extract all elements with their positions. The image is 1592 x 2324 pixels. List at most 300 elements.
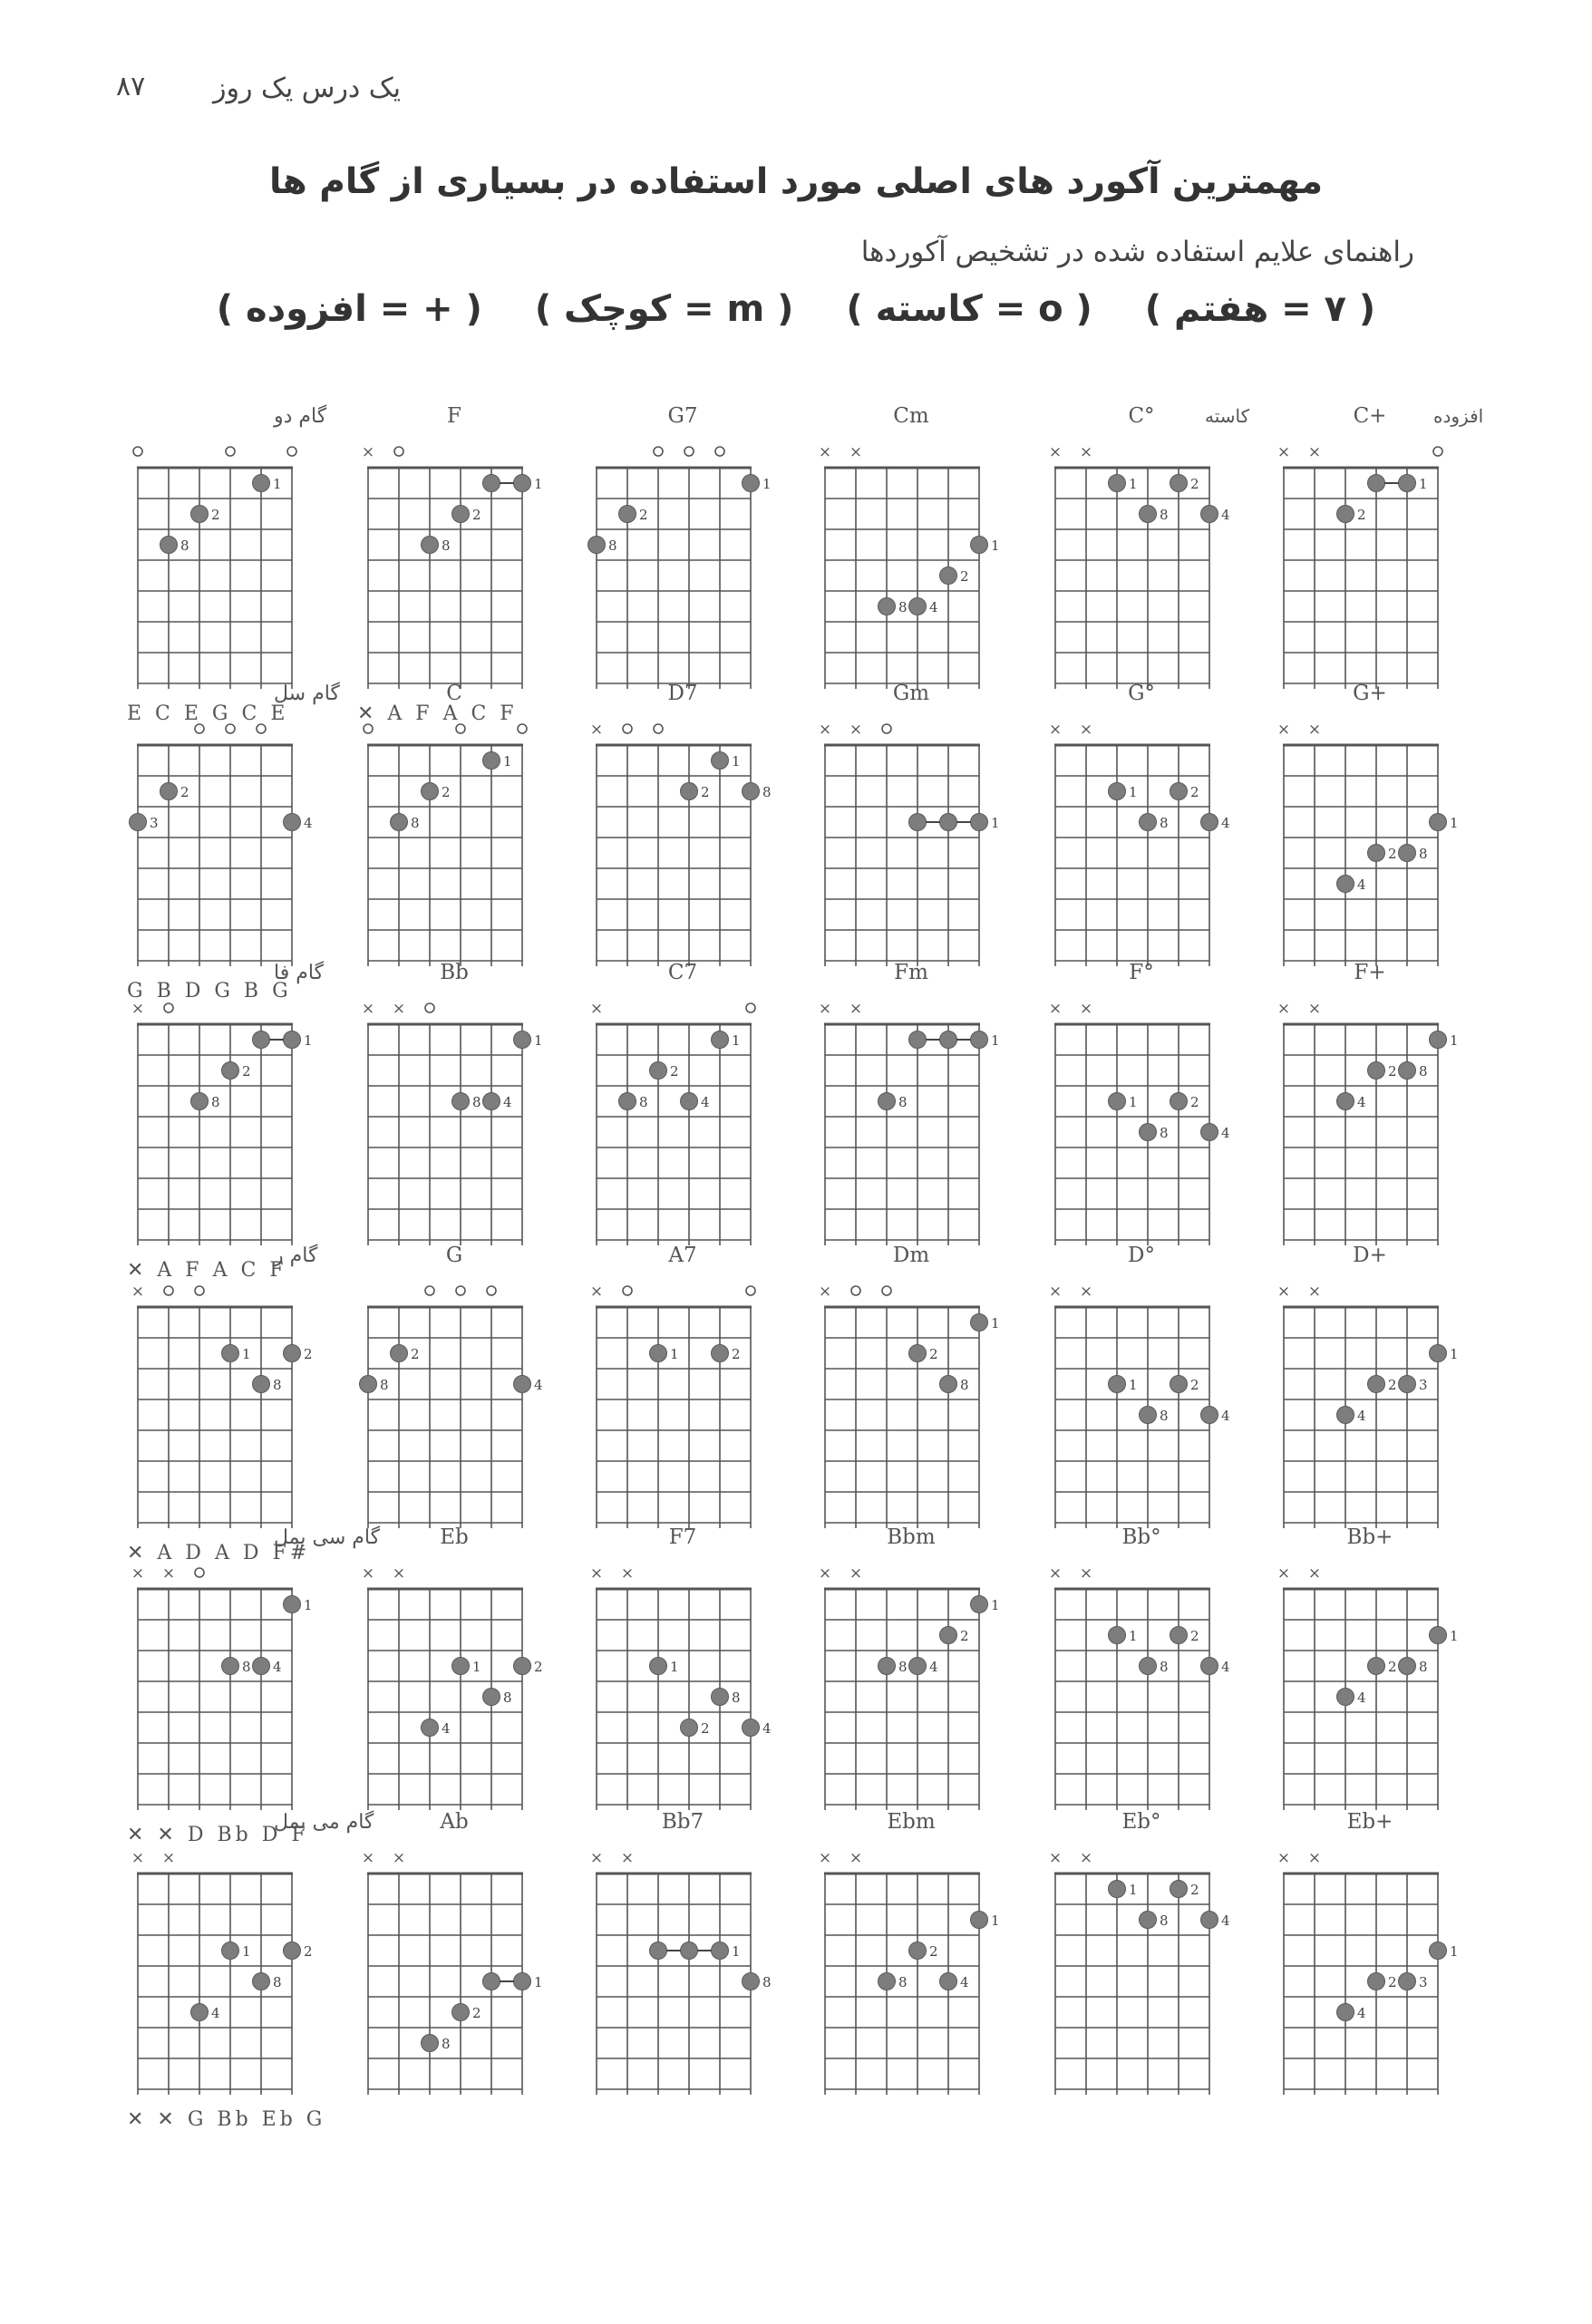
muted-string-marker: × <box>131 1283 145 1301</box>
finger-dot <box>130 814 147 831</box>
muted-string-marker: × <box>1307 721 1322 739</box>
chord-diagram <box>1277 1244 1459 1528</box>
finger-dot <box>909 598 927 615</box>
chord-name: Dm <box>892 1244 930 1267</box>
finger-dot <box>879 1973 896 1990</box>
muted-string-marker: × <box>1048 1564 1063 1583</box>
chord-name: G° <box>1128 682 1155 705</box>
finger-number: 1 <box>1450 1943 1459 1960</box>
finger-number: 2 <box>1190 1882 1199 1898</box>
muted-string-marker: × <box>161 1849 176 1867</box>
finger-dot <box>452 2004 470 2021</box>
muted-string-marker: × <box>589 721 604 739</box>
finger-number: 1 <box>472 1659 481 1675</box>
finger-dot <box>940 1627 957 1644</box>
finger-dot <box>284 814 301 831</box>
finger-number: 8 <box>211 1094 220 1110</box>
finger-dot <box>1430 814 1447 831</box>
finger-dot <box>160 783 178 800</box>
finger-number: 2 <box>534 1659 543 1675</box>
finger-number: 1 <box>534 1974 543 1990</box>
chord-type-label: افزوده <box>1433 405 1484 427</box>
chord-diagram <box>588 404 772 689</box>
legend-subtitle: راهنمای علایم استفاده شده در تشخیص آکوردها <box>860 236 1414 268</box>
finger-number: 2 <box>1190 1094 1199 1110</box>
finger-number: 2 <box>1357 507 1366 523</box>
finger-dot <box>1399 1973 1416 1990</box>
open-string-marker <box>164 1286 173 1295</box>
finger-dot <box>284 1596 301 1613</box>
finger-number: 8 <box>898 1659 908 1675</box>
chord-name: گام ر <box>274 1244 318 1267</box>
finger-dot <box>514 1973 531 1990</box>
finger-number: 8 <box>898 599 908 615</box>
finger-dot <box>452 1093 470 1110</box>
muted-string-marker: × <box>849 443 863 461</box>
finger-number: 8 <box>503 1690 512 1706</box>
finger-number: 8 <box>411 815 420 831</box>
muted-string-marker: × <box>818 721 832 739</box>
finger-dot <box>712 1345 729 1362</box>
finger-dot <box>284 1031 301 1049</box>
chord-name: G+ <box>1353 682 1387 705</box>
open-string-marker <box>257 724 266 733</box>
finger-dot <box>1399 475 1416 492</box>
finger-dot <box>712 1689 729 1706</box>
open-string-marker <box>882 1286 891 1295</box>
chord-name: F+ <box>1354 961 1386 984</box>
finger-number: 2 <box>1388 1659 1397 1675</box>
finger-dot <box>514 1658 531 1675</box>
finger-dot <box>1399 845 1416 862</box>
open-string-marker <box>133 447 142 456</box>
muted-string-marker: × <box>1048 1849 1063 1867</box>
muted-string-marker: × <box>1277 1283 1291 1301</box>
finger-dot <box>1430 1031 1447 1049</box>
muted-string-marker: × <box>589 1283 604 1301</box>
finger-dot <box>1170 783 1188 800</box>
running-title: یک درس یک روز <box>213 73 401 104</box>
finger-number: 8 <box>442 2036 451 2052</box>
finger-number: 1 <box>991 537 1000 554</box>
finger-number: 4 <box>1357 1094 1366 1110</box>
chord-name: گام سی بمل <box>274 1526 381 1549</box>
muted-string-marker: × <box>1307 1283 1322 1301</box>
finger-number: 8 <box>273 1377 282 1393</box>
muted-string-marker: × <box>818 1849 832 1867</box>
finger-number: 1 <box>732 1032 741 1049</box>
finger-number: 1 <box>503 753 512 770</box>
finger-number: 1 <box>534 1032 543 1049</box>
chord-diagram <box>1049 1525 1230 1810</box>
open-string-marker <box>456 724 465 733</box>
finger-number: 1 <box>1419 476 1428 492</box>
muted-string-marker: × <box>1048 1000 1063 1018</box>
chord-type-label: کاسته <box>1205 405 1250 427</box>
finger-number: 2 <box>1190 784 1199 800</box>
chord-name: C° <box>1128 404 1155 428</box>
finger-dot <box>222 1345 239 1362</box>
finger-dot <box>1170 1093 1188 1110</box>
finger-number: 4 <box>960 1974 969 1990</box>
chord-name: Eb° <box>1121 1810 1161 1834</box>
finger-dot <box>1109 475 1126 492</box>
finger-number: 8 <box>732 1690 741 1706</box>
muted-string-marker: × <box>161 1564 176 1583</box>
finger-dot <box>1170 1881 1188 1898</box>
finger-dot <box>253 1376 270 1393</box>
chord-diagram <box>590 1244 755 1528</box>
chord-note-names: ✕ A F A C F <box>127 1259 287 1282</box>
finger-number: 8 <box>1160 1125 1169 1141</box>
finger-number: 4 <box>929 599 938 615</box>
finger-dot <box>1140 1912 1157 1929</box>
chord-diagram <box>819 682 1000 966</box>
finger-number: 2 <box>639 507 648 523</box>
finger-number: 2 <box>701 784 710 800</box>
muted-string-marker: × <box>1307 1000 1322 1018</box>
chord-diagram <box>590 682 772 966</box>
chord-name: C+ <box>1353 404 1387 428</box>
chord-name: F° <box>1129 961 1154 984</box>
chord-diagram <box>357 404 543 725</box>
chord-diagram <box>127 1810 374 2131</box>
finger-dot <box>743 1719 760 1737</box>
finger-dot <box>1140 1124 1157 1141</box>
finger-dot <box>1399 1062 1416 1080</box>
finger-number: 2 <box>732 1346 741 1362</box>
chord-name: D° <box>1128 1244 1155 1267</box>
finger-dot <box>1201 1912 1218 1929</box>
finger-number: 2 <box>180 784 189 800</box>
finger-dot <box>1368 1062 1385 1080</box>
finger-number: 4 <box>762 1720 772 1737</box>
finger-number: 1 <box>1450 1032 1459 1049</box>
finger-dot <box>971 537 988 554</box>
muted-string-marker: × <box>620 1564 635 1583</box>
finger-dot <box>1140 1407 1157 1424</box>
finger-number: 1 <box>991 1912 1000 1929</box>
finger-number: 1 <box>1129 1628 1138 1644</box>
chord-name: D7 <box>667 682 698 705</box>
finger-number: 1 <box>991 1597 1000 1613</box>
muted-string-marker: × <box>131 1000 145 1018</box>
finger-number: 3 <box>1419 1377 1428 1393</box>
finger-number: 2 <box>960 568 969 585</box>
finger-number: 4 <box>701 1094 710 1110</box>
muted-string-marker: × <box>849 1564 863 1583</box>
chord-name: گام می بمل <box>274 1811 374 1834</box>
chord-name: C7 <box>667 961 698 984</box>
finger-number: 2 <box>304 1943 313 1960</box>
finger-dot <box>284 1345 301 1362</box>
finger-number: 1 <box>1450 1346 1459 1362</box>
finger-number: 2 <box>670 1063 679 1080</box>
page-number: ۸۷ <box>116 71 146 102</box>
muted-string-marker: × <box>361 1564 375 1583</box>
chord-diagram <box>360 1244 543 1528</box>
finger-dot <box>743 475 760 492</box>
chord-name: Cm <box>893 404 929 428</box>
finger-dot <box>191 2004 209 2021</box>
chord-diagram <box>1049 1810 1230 2095</box>
finger-number: 1 <box>1129 476 1138 492</box>
muted-string-marker: × <box>131 1849 145 1867</box>
finger-dot <box>1170 475 1188 492</box>
muted-string-marker: × <box>361 1000 375 1018</box>
chord-name: گام دو <box>274 405 327 428</box>
finger-dot <box>712 752 729 770</box>
finger-number: 8 <box>762 784 772 800</box>
chord-diagram <box>1049 404 1250 689</box>
finger-dot <box>483 475 500 492</box>
chord-diagram <box>1277 1525 1459 1810</box>
chord-diagram <box>590 1810 772 2095</box>
finger-number: 2 <box>411 1346 420 1362</box>
open-string-marker <box>1433 447 1442 456</box>
finger-dot <box>483 752 500 770</box>
finger-number: 4 <box>1221 1408 1230 1424</box>
chord-diagram <box>819 961 1000 1245</box>
muted-string-marker: × <box>1277 721 1291 739</box>
finger-dot <box>1430 1345 1447 1362</box>
finger-dot <box>422 2035 439 2052</box>
finger-number: 8 <box>1160 1912 1169 1929</box>
chord-name: G <box>445 1244 463 1267</box>
finger-number: 1 <box>304 1032 313 1049</box>
chord-note-names: ✕ ✕ D Bb D F <box>127 1824 309 1846</box>
open-string-marker <box>623 724 632 733</box>
finger-dot <box>191 1093 209 1110</box>
finger-dot <box>619 1093 636 1110</box>
finger-dot <box>1337 1093 1354 1110</box>
finger-dot <box>971 1031 988 1049</box>
finger-number: 1 <box>304 1597 313 1613</box>
finger-number: 1 <box>991 1032 1000 1049</box>
finger-number: 2 <box>701 1720 710 1737</box>
finger-dot <box>712 1942 729 1960</box>
finger-dot <box>1170 1627 1188 1644</box>
finger-dot <box>422 783 439 800</box>
chord-diagram <box>127 404 327 725</box>
muted-string-marker: × <box>1079 721 1093 739</box>
finger-dot <box>588 537 606 554</box>
finger-number: 2 <box>929 1943 938 1960</box>
finger-dot <box>483 1973 500 1990</box>
finger-number: 8 <box>180 537 189 554</box>
finger-number: 1 <box>273 476 282 492</box>
finger-number: 4 <box>503 1094 512 1110</box>
open-string-marker <box>164 1003 173 1012</box>
finger-dot <box>879 598 896 615</box>
open-string-marker <box>226 724 235 733</box>
open-string-marker <box>746 1003 755 1012</box>
finger-number: 2 <box>442 784 451 800</box>
muted-string-marker: × <box>1048 443 1063 461</box>
chord-name: A7 <box>668 1244 697 1267</box>
finger-dot <box>1140 506 1157 523</box>
finger-dot <box>681 783 698 800</box>
finger-number: 1 <box>991 1315 1000 1331</box>
muted-string-marker: × <box>818 1283 832 1301</box>
chord-name: D+ <box>1353 1244 1387 1267</box>
finger-dot <box>1109 1093 1126 1110</box>
open-string-marker <box>487 1286 496 1295</box>
chord-diagram <box>590 961 755 1245</box>
finger-number: 8 <box>1419 846 1428 862</box>
finger-dot <box>1201 1658 1218 1675</box>
finger-dot <box>452 506 470 523</box>
finger-dot <box>1109 1376 1126 1393</box>
finger-dot <box>253 1973 270 1990</box>
finger-number: 4 <box>1357 2005 1366 2021</box>
finger-dot <box>1201 814 1218 831</box>
finger-dot <box>1368 1658 1385 1675</box>
chord-diagram <box>1277 404 1483 689</box>
finger-dot <box>1368 845 1385 862</box>
chord-name: F <box>447 404 461 428</box>
finger-dot <box>284 1942 301 1960</box>
open-string-marker <box>195 1286 204 1295</box>
finger-dot <box>514 475 531 492</box>
finger-dot <box>712 1031 729 1049</box>
open-string-marker <box>195 724 204 733</box>
chord-name: Gm <box>892 682 930 705</box>
open-string-marker <box>425 1286 434 1295</box>
chord-name: Fm <box>894 961 928 984</box>
finger-dot <box>909 1345 927 1362</box>
finger-number: 8 <box>960 1377 969 1393</box>
muted-string-marker: × <box>392 1000 406 1018</box>
finger-dot <box>222 1062 239 1080</box>
muted-string-marker: × <box>620 1849 635 1867</box>
muted-string-marker: × <box>1307 1849 1322 1867</box>
chord-name: گام سل <box>274 683 340 705</box>
open-string-marker <box>195 1568 204 1577</box>
muted-string-marker: × <box>1079 1564 1093 1583</box>
finger-number: 8 <box>273 1974 282 1990</box>
open-string-marker <box>456 1286 465 1295</box>
finger-number: 8 <box>898 1974 908 1990</box>
finger-dot <box>1430 1627 1447 1644</box>
finger-dot <box>422 537 439 554</box>
finger-number: 2 <box>1190 476 1199 492</box>
finger-dot <box>391 814 408 831</box>
finger-number: 1 <box>732 1943 741 1960</box>
finger-number: 2 <box>929 1346 938 1362</box>
finger-number: 8 <box>898 1094 908 1110</box>
chord-diagram <box>819 1810 1000 2095</box>
finger-dot <box>681 1093 698 1110</box>
finger-number: 8 <box>608 537 617 554</box>
finger-number: 4 <box>442 1720 451 1737</box>
muted-string-marker: × <box>1079 1000 1093 1018</box>
finger-dot <box>940 1031 957 1049</box>
muted-string-marker: × <box>1307 443 1322 461</box>
finger-number: 4 <box>1357 1408 1366 1424</box>
muted-string-marker: × <box>849 721 863 739</box>
muted-string-marker: × <box>1277 443 1291 461</box>
chord-diagram <box>590 1525 772 1810</box>
finger-number: 4 <box>1221 815 1230 831</box>
open-string-marker <box>654 447 663 456</box>
finger-dot <box>253 475 270 492</box>
finger-dot <box>1140 814 1157 831</box>
muted-string-marker: × <box>392 1564 406 1583</box>
finger-number: 2 <box>211 507 220 523</box>
open-string-marker <box>882 724 891 733</box>
chord-diagram <box>127 1525 381 1846</box>
finger-dot <box>1201 1124 1218 1141</box>
page-title: مهمترین آکورد های اصلی مورد استفاده در بسیاری از گام ها <box>269 161 1323 202</box>
muted-string-marker: × <box>818 1000 832 1018</box>
finger-number: 2 <box>1190 1377 1199 1393</box>
muted-string-marker: × <box>1079 1849 1093 1867</box>
muted-string-marker: × <box>818 1564 832 1583</box>
finger-number: 1 <box>242 1943 251 1960</box>
finger-dot <box>681 1942 698 1960</box>
finger-dot <box>909 1942 927 1960</box>
finger-dot <box>1201 1407 1218 1424</box>
finger-dot <box>650 1942 667 1960</box>
chord-diagram <box>362 961 543 1245</box>
muted-string-marker: × <box>589 1849 604 1867</box>
finger-number: 8 <box>472 1094 481 1110</box>
finger-dot <box>1109 783 1126 800</box>
open-string-marker <box>226 447 235 456</box>
finger-number: 4 <box>534 1377 543 1393</box>
muted-string-marker: × <box>1277 1000 1291 1018</box>
finger-dot <box>879 1093 896 1110</box>
muted-string-marker: × <box>1277 1564 1291 1583</box>
finger-number: 4 <box>929 1659 938 1675</box>
finger-number: 8 <box>1419 1063 1428 1080</box>
finger-dot <box>971 1596 988 1613</box>
open-string-marker <box>394 447 403 456</box>
legend-diminished: ( o = کاسته ) <box>846 288 1092 330</box>
finger-dot <box>1170 1376 1188 1393</box>
finger-dot <box>909 1031 927 1049</box>
finger-number: 4 <box>211 2005 220 2021</box>
finger-number: 1 <box>762 476 772 492</box>
muted-string-marker: × <box>849 1000 863 1018</box>
finger-dot <box>971 1314 988 1331</box>
finger-number: 2 <box>304 1346 313 1362</box>
finger-dot <box>222 1658 239 1675</box>
finger-dot <box>879 1658 896 1675</box>
finger-dot <box>940 567 957 585</box>
finger-dot <box>940 1376 957 1393</box>
chord-name: Bb <box>440 961 469 984</box>
finger-dot <box>909 1658 927 1675</box>
open-string-marker <box>518 724 527 733</box>
finger-number: 2 <box>1388 1377 1397 1393</box>
finger-number: 8 <box>1160 1659 1169 1675</box>
finger-number: 1 <box>1450 815 1459 831</box>
finger-dot <box>1337 506 1354 523</box>
muted-string-marker: × <box>1048 721 1063 739</box>
muted-string-marker: × <box>589 1564 604 1583</box>
chord-note-names: ✕ A D A D F# <box>127 1542 311 1564</box>
finger-number: 1 <box>1129 1377 1138 1393</box>
finger-number: 2 <box>472 507 481 523</box>
finger-number: 2 <box>960 1628 969 1644</box>
chord-name: Eb+ <box>1346 1810 1393 1834</box>
finger-dot <box>1337 2004 1354 2021</box>
chord-diagram <box>819 404 1000 689</box>
finger-number: 4 <box>1221 507 1230 523</box>
finger-dot <box>422 1719 439 1737</box>
